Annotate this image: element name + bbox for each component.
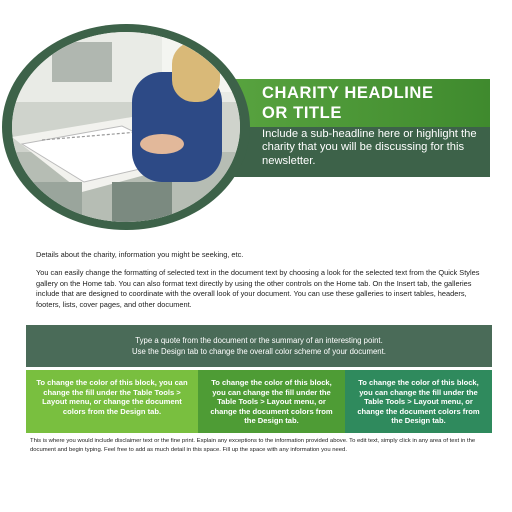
headline xyxy=(262,83,492,123)
headline-line-2: OR TITLE xyxy=(262,104,342,122)
hero-section xyxy=(0,0,512,240)
info-block-1: To change the color of this block, you can change the fill under the Table Tools > Layout menu, or change the document colors from the Design tab. xyxy=(26,370,198,433)
intro-paragraph: Details about the charity, information you might be seeking, etc. xyxy=(36,250,244,259)
body-text xyxy=(36,250,486,318)
hero-photo-illustration xyxy=(12,32,240,222)
info-block-2: To change the color of this block, you can change the fill under the Table Tools > Layout menu, or change the document colors from the Design tab. xyxy=(198,370,345,433)
subheadline: Include a sub-headline here or highlight the charity that you will be discussing for this newsletter. xyxy=(262,128,477,167)
disclaimer-text: This is where you would include disclaimer text or the fine print. Explain any exceptions to the information provided above. To edit text, simply click in any area of text in the document and begin typing. Feel free to add as much detail in this space. Fill up the space with any information you need. xyxy=(30,438,476,453)
info-block-3: To change the color of this block, you can change the fill under the Table Tools > Layout menu, or change the document colors from the Design tab. xyxy=(345,370,492,433)
hero-photo xyxy=(12,32,240,222)
formatting-paragraph: You can easily change the formatting of selected text in the document text by choosing a look for the selected text from the Quick Styles gallery on the Home tab. You can also format text directly by using the other controls on the Home tab. On the Insert tab, the galleries include that are designed to coordinate with the overall look of your document. You can use these galleries to insert tables, headers, footers, lists, cover pages, and other document. xyxy=(36,268,480,309)
quote-line-1: Type a quote from the document or the summary of an interesting point. xyxy=(135,336,383,345)
headline-line-1: CHARITY HEADLINE xyxy=(262,84,434,102)
quote-block xyxy=(26,325,492,367)
info-blocks xyxy=(26,370,492,433)
quote-line-2: Use the Design tab to change the overall color scheme of your document. xyxy=(132,347,386,356)
